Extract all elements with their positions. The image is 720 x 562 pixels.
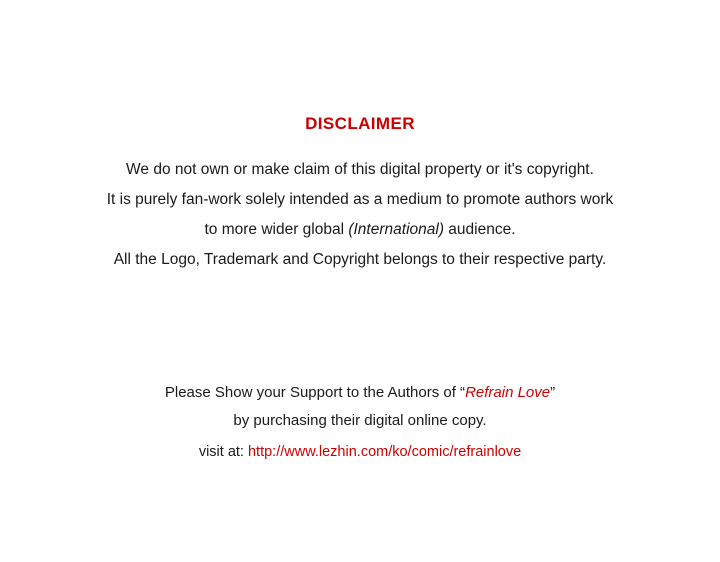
support-message: [0, 379, 720, 435]
comic-title: Refrain Love: [465, 384, 551, 401]
disclaimer-line-4: All the Logo, Trademark and Copyright belongs to their respective party.: [113, 251, 607, 268]
visit-label: visit at:: [198, 444, 248, 460]
support-line-1-suffix: ”: [550, 384, 556, 401]
disclaimer-line-2: It is purely fan-work solely intended as a medium to promote authors work: [106, 191, 614, 208]
disclaimer-line-3-suffix: audience.: [443, 221, 516, 238]
page-title: DISCLAIMER: [305, 114, 415, 133]
support-line-1-prefix: Please Show your Support to the Authors of “: [164, 384, 466, 401]
disclaimer-line-3: [0, 215, 720, 245]
support-line-2: by purchasing their digital online copy.: [233, 412, 487, 429]
visit-line: [0, 441, 720, 463]
disclaimer-line-3-prefix: to more wider global: [204, 221, 349, 238]
comic-url-link[interactable]: http://www.lezhin.com/ko/comic/refrainlove: [247, 444, 522, 460]
disclaimer-body: [0, 155, 720, 275]
disclaimer-line-3-emphasis: (International): [348, 221, 444, 238]
disclaimer-line-1: We do not own or make claim of this digital property or it's copyright.: [126, 161, 594, 178]
support-line-1: [0, 379, 720, 407]
